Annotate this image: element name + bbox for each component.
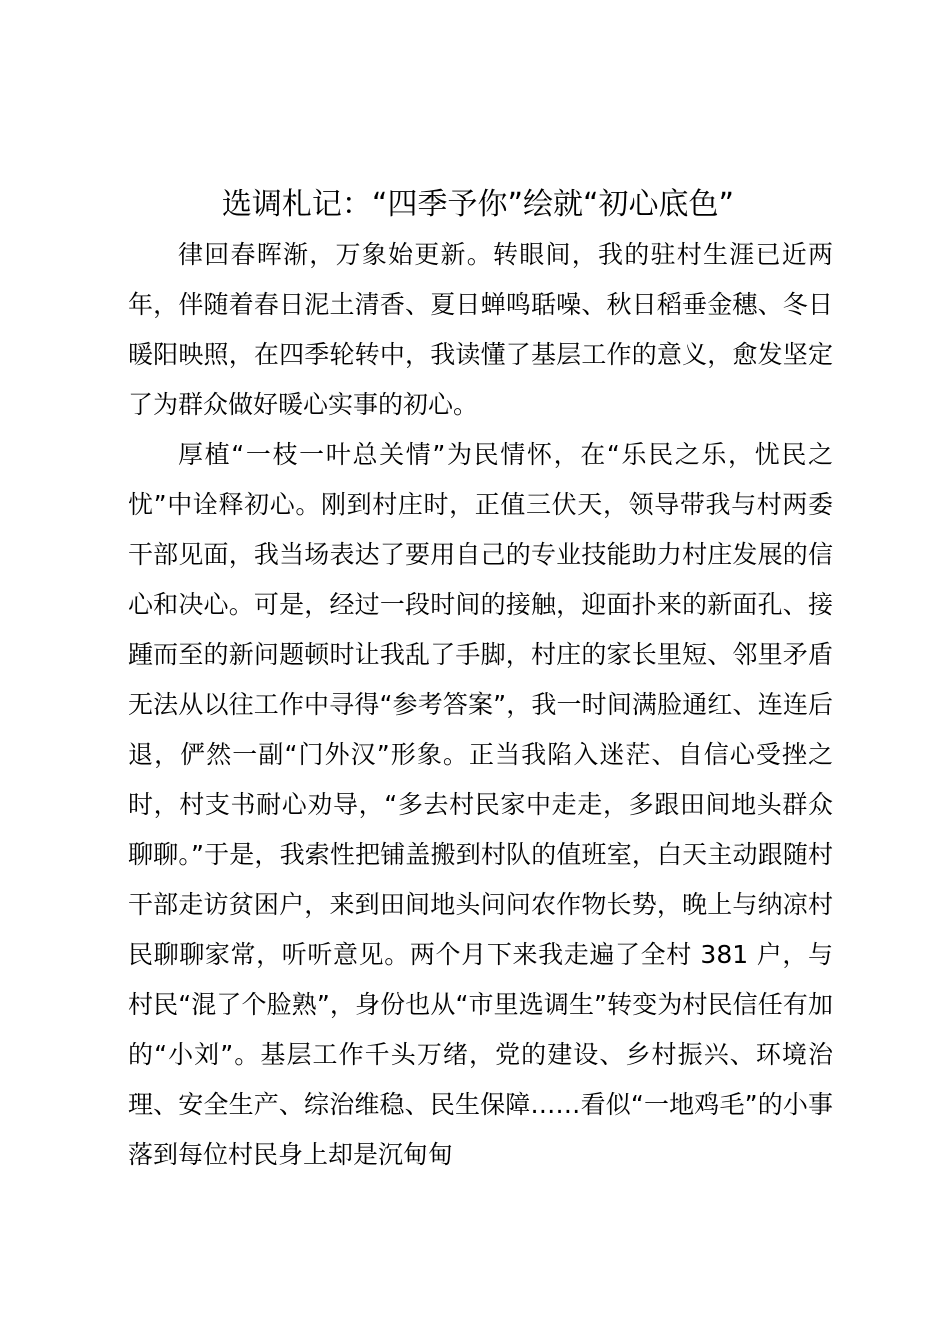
document-body: [128, 230, 833, 1180]
paragraph-2: 厚植“一枝一叶总关情”为民情怀，在“乐民之乐，忧民之忧”中诠释初心。刚到村庄时，正值三伏天，领导带我与村两委干部见面，我当场表达了要用自己的专业技能助力村庄发展的信心和决心。可是，经过一段时间的接触，迎面扑来的新面孔、接踵而至的新问题顿时让我乱了手脚，村庄的家长里短、邻里矛盾无法从以往工作中寻得“参考答案”，我一时间满脸通红、连连后退，俨然一副“门外汉”形象。正当我陷入迷茫、自信心受挫之时，村支书耐心劝导，“多去村民家中走走，多跟田间地头群众聊聊。”于是，我索性把铺盖搬到村队的值班室，白天主动跟随村干部走访贫困户，来到田间地头问问农作物长势，晚上与纳凉村民聊聊家常，听听意见。两个月下来我走遍了全村 381 户，与村民“混了个脸熟”，身份也从“市里选调生”转变为村民信任有加的“小刘”。基层工作千头万绪，党的建设、乡村振兴、环境治理、安全生产、综治维稳、民生保障……看似“一地鸡毛”的小事落到每位村民身上却是沉甸甸: [128, 440, 833, 1169]
document-title: 选调札记：“四季予你”绘就“初心底色”: [221, 187, 735, 222]
paragraph-1: 律回春晖渐，万象始更新。转眼间，我的驻村生涯已近两年，伴随着春日泥土清香、夏日蝉鸣聒噪、秋日稻垂金穗、冬日暖阳映照，在四季轮转中，我读懂了基层工作的意义，愈发坚定了为群众做好暖心实事的初心。: [128, 240, 833, 419]
